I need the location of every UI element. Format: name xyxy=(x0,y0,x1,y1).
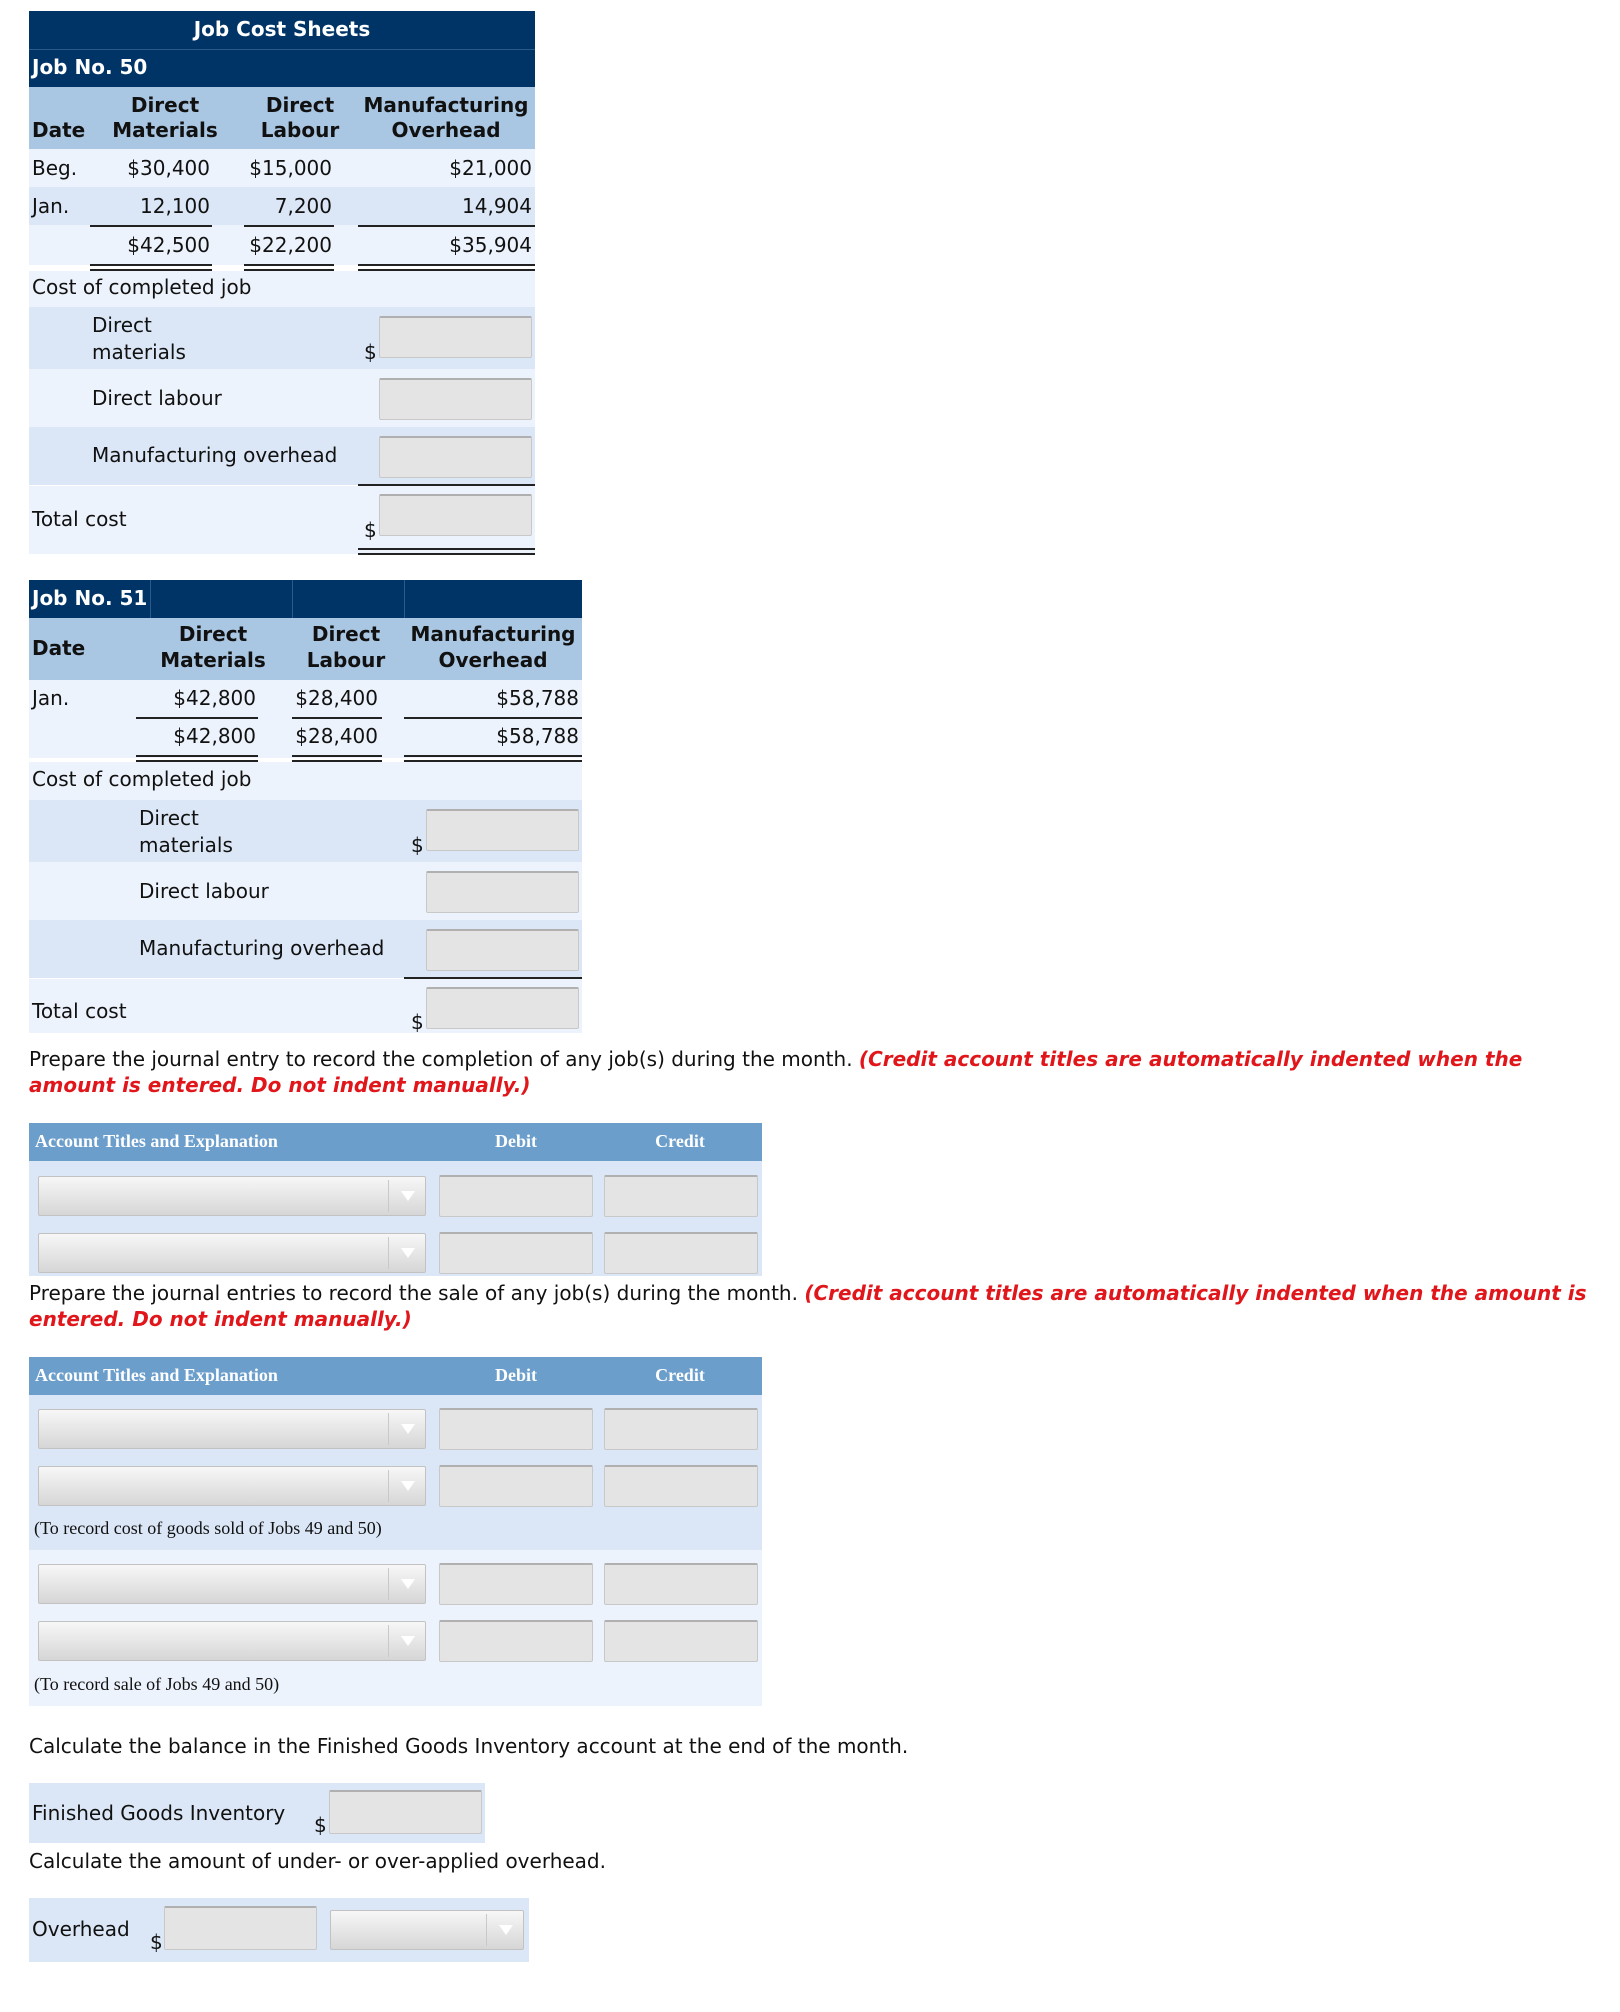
job-51-total-mo: $58,788 xyxy=(496,724,579,748)
job-51-row-jan-dl: $28,400 xyxy=(295,686,378,710)
job-50-dl-rule xyxy=(244,225,334,227)
sale-credit-input-2[interactable] xyxy=(604,1465,758,1507)
sale-credit-input-1[interactable] xyxy=(604,1408,758,1450)
job-50-mo-label: Manufacturing overhead xyxy=(92,443,338,467)
sale-account-select-3[interactable] xyxy=(38,1564,426,1604)
job-51-dm-currency: $ xyxy=(411,833,424,857)
job-50-row-jan-dl: 7,200 xyxy=(274,194,332,218)
job-51-dm-input[interactable] xyxy=(426,809,579,851)
job-51-row-jan-mo: $58,788 xyxy=(496,686,579,710)
completion-instruction-text: Prepare the journal entry to record the completion of any job(s) during the month. xyxy=(29,1047,853,1071)
job-51-mo-rule xyxy=(404,717,582,719)
job-50-total-mo: $35,904 xyxy=(449,233,532,257)
job-50-mo-double-rule xyxy=(358,264,535,271)
finished-goods-input[interactable] xyxy=(329,1790,482,1834)
completion-credit-input-2[interactable] xyxy=(604,1232,758,1274)
job-50-dm-input[interactable] xyxy=(379,316,532,358)
job-50-row-beg-dm: $30,400 xyxy=(127,156,210,180)
sale-account-select-4[interactable] xyxy=(38,1621,426,1661)
job-50-total-currency: $ xyxy=(364,518,377,542)
job-50-dl-input[interactable] xyxy=(379,378,532,420)
chevron-down-icon xyxy=(401,1424,415,1434)
job-50-dm-header-2: Materials xyxy=(112,118,218,142)
job-51-total-label: Total cost xyxy=(32,999,127,1023)
job-51-total-input[interactable] xyxy=(426,987,579,1029)
job-50-mo-header-1: Manufacturing xyxy=(363,93,529,117)
completion-credit-input-1[interactable] xyxy=(604,1175,758,1217)
sale-col-credit: Credit xyxy=(655,1365,705,1385)
overhead-label: Overhead xyxy=(32,1917,130,1941)
job-51-mo-header-1: Manufacturing xyxy=(410,622,576,646)
job-51-header-divider xyxy=(150,580,151,618)
job-51-mo-header-2: Overhead xyxy=(438,648,548,672)
job-50-dm-label-1: Direct xyxy=(92,313,152,337)
finished-goods-currency: $ xyxy=(314,1813,327,1837)
finished-goods-instruction: Calculate the balance in the Finished Goods Inventory account at the end of the month. xyxy=(29,1734,909,1758)
job-51-mo-label: Manufacturing overhead xyxy=(139,936,385,960)
completion-col-credit: Credit xyxy=(655,1131,705,1151)
job-50-total-dm: $42,500 xyxy=(127,233,210,257)
finished-goods-label: Finished Goods Inventory xyxy=(32,1801,286,1825)
sale-debit-input-3[interactable] xyxy=(439,1563,593,1605)
completion-col-account: Account Titles and Explanation xyxy=(35,1131,278,1151)
job-51-dm-double-rule xyxy=(136,755,258,762)
job-cost-sheets-title: Job Cost Sheets xyxy=(193,17,371,41)
job-50-row-jan-date: Jan. xyxy=(32,194,70,218)
chevron-down-icon xyxy=(401,1481,415,1491)
job-50-row-beg-date: Beg. xyxy=(32,156,78,180)
completion-debit-input-2[interactable] xyxy=(439,1232,593,1274)
sale-credit-input-4[interactable] xyxy=(604,1620,758,1662)
job-50-dl-header-1: Direct xyxy=(265,93,335,117)
completion-instruction-note: (Credit account titles are automatically indented when the amount is entered. Do not indent manually.) xyxy=(29,1047,1523,1097)
sale-debit-input-1[interactable] xyxy=(439,1408,593,1450)
chevron-down-icon xyxy=(401,1579,415,1589)
overhead-currency: $ xyxy=(150,1930,163,1954)
job-50-dm-currency: $ xyxy=(364,340,377,364)
job-51-dl-double-rule xyxy=(292,755,382,762)
chevron-down-icon xyxy=(401,1248,415,1258)
chevron-down-icon xyxy=(499,1925,513,1935)
job-51-dm-header-1: Direct xyxy=(178,622,248,646)
completion-instruction xyxy=(29,1046,1589,1098)
sale-debit-input-4[interactable] xyxy=(439,1620,593,1662)
job-51-total-currency: $ xyxy=(411,1010,424,1034)
job-50-completed-label: Cost of completed job xyxy=(32,275,252,299)
job-51-dm-label-2: materials xyxy=(139,833,233,857)
overhead-instruction: Calculate the amount of under- or over-applied overhead. xyxy=(29,1849,606,1873)
sale-account-select-2[interactable] xyxy=(38,1466,426,1506)
job-51-dl-label: Direct labour xyxy=(139,879,269,903)
overhead-amount-input[interactable] xyxy=(164,1906,317,1950)
job-50-mo-input[interactable] xyxy=(379,436,532,478)
job-51-row-jan-dm: $42,800 xyxy=(173,686,256,710)
sale-instruction-text: Prepare the journal entries to record the sale of any job(s) during the month. xyxy=(29,1281,798,1305)
job-51-dl-header-1: Direct xyxy=(311,622,381,646)
completion-account-select-2[interactable] xyxy=(38,1233,426,1273)
sale-debit-input-2[interactable] xyxy=(439,1465,593,1507)
job-51-total-dl: $28,400 xyxy=(295,724,378,748)
job-50-dm-header-1: Direct xyxy=(130,93,200,117)
job-50-dl-label: Direct labour xyxy=(92,386,222,410)
job-51-header-divider xyxy=(404,580,405,618)
sale-col-account: Account Titles and Explanation xyxy=(35,1365,278,1385)
job-50-dl-double-rule xyxy=(244,264,334,271)
job-50-dm-double-rule xyxy=(90,264,212,271)
completion-col-debit: Debit xyxy=(495,1131,537,1151)
job-51-dm-label-1: Direct xyxy=(139,806,199,830)
job-50-total-dl: $22,200 xyxy=(249,233,332,257)
sale-explanation-1: (To record cost of goods sold of Jobs 49 and 50) xyxy=(34,1518,382,1538)
job-50-total-input[interactable] xyxy=(379,494,532,536)
completion-debit-input-1[interactable] xyxy=(439,1175,593,1217)
job-51-date-header: Date xyxy=(32,636,86,660)
job-51-dm-rule xyxy=(136,717,258,719)
job-50-date-header: Date xyxy=(32,118,86,142)
job-51-dl-rule xyxy=(292,717,382,719)
job-51-total-dm: $42,800 xyxy=(173,724,256,748)
job-50-row-jan-mo: 14,904 xyxy=(462,194,532,218)
sale-instruction-note: (Credit account titles are automatically indented when the amount is entered. Do not indent manually.) xyxy=(29,1281,1587,1331)
job-50-title: Job No. 50 xyxy=(32,55,148,79)
job-50-row-beg-dl: $15,000 xyxy=(249,156,332,180)
job-50-total-label: Total cost xyxy=(32,507,127,531)
job-51-dl-input[interactable] xyxy=(426,871,579,913)
job-50-row-beg-mo: $21,000 xyxy=(449,156,532,180)
job-51-completed-label: Cost of completed job xyxy=(32,767,252,791)
job-50-total-double-rule xyxy=(358,548,535,555)
sale-explanation-2: (To record sale of Jobs 49 and 50) xyxy=(34,1674,280,1694)
job-51-mo-input[interactable] xyxy=(426,929,579,971)
job-51-dl-header-2: Labour xyxy=(306,648,386,672)
job-51-dm-header-2: Materials xyxy=(160,648,266,672)
sale-credit-input-3[interactable] xyxy=(604,1563,758,1605)
job-51-title: Job No. 51 xyxy=(32,586,148,610)
completion-account-select-1[interactable] xyxy=(38,1176,426,1216)
job-50-mo-header-2: Overhead xyxy=(391,118,501,142)
job-50-dl-header-2: Labour xyxy=(260,118,340,142)
job-50-dm-label-2: materials xyxy=(92,340,186,364)
job-51-mo-double-rule xyxy=(404,755,582,762)
job-50-dm-rule xyxy=(90,225,212,227)
chevron-down-icon xyxy=(401,1636,415,1646)
overhead-type-select[interactable] xyxy=(330,1910,524,1950)
chevron-down-icon xyxy=(401,1191,415,1201)
job-50-row-jan-dm: 12,100 xyxy=(140,194,210,218)
job-50-mo-rule xyxy=(358,225,535,227)
job-51-header-divider xyxy=(292,580,293,618)
sale-col-debit: Debit xyxy=(495,1365,537,1385)
sale-instruction xyxy=(29,1280,1599,1332)
job-51-row-jan-date: Jan. xyxy=(32,686,70,710)
sale-account-select-1[interactable] xyxy=(38,1409,426,1449)
